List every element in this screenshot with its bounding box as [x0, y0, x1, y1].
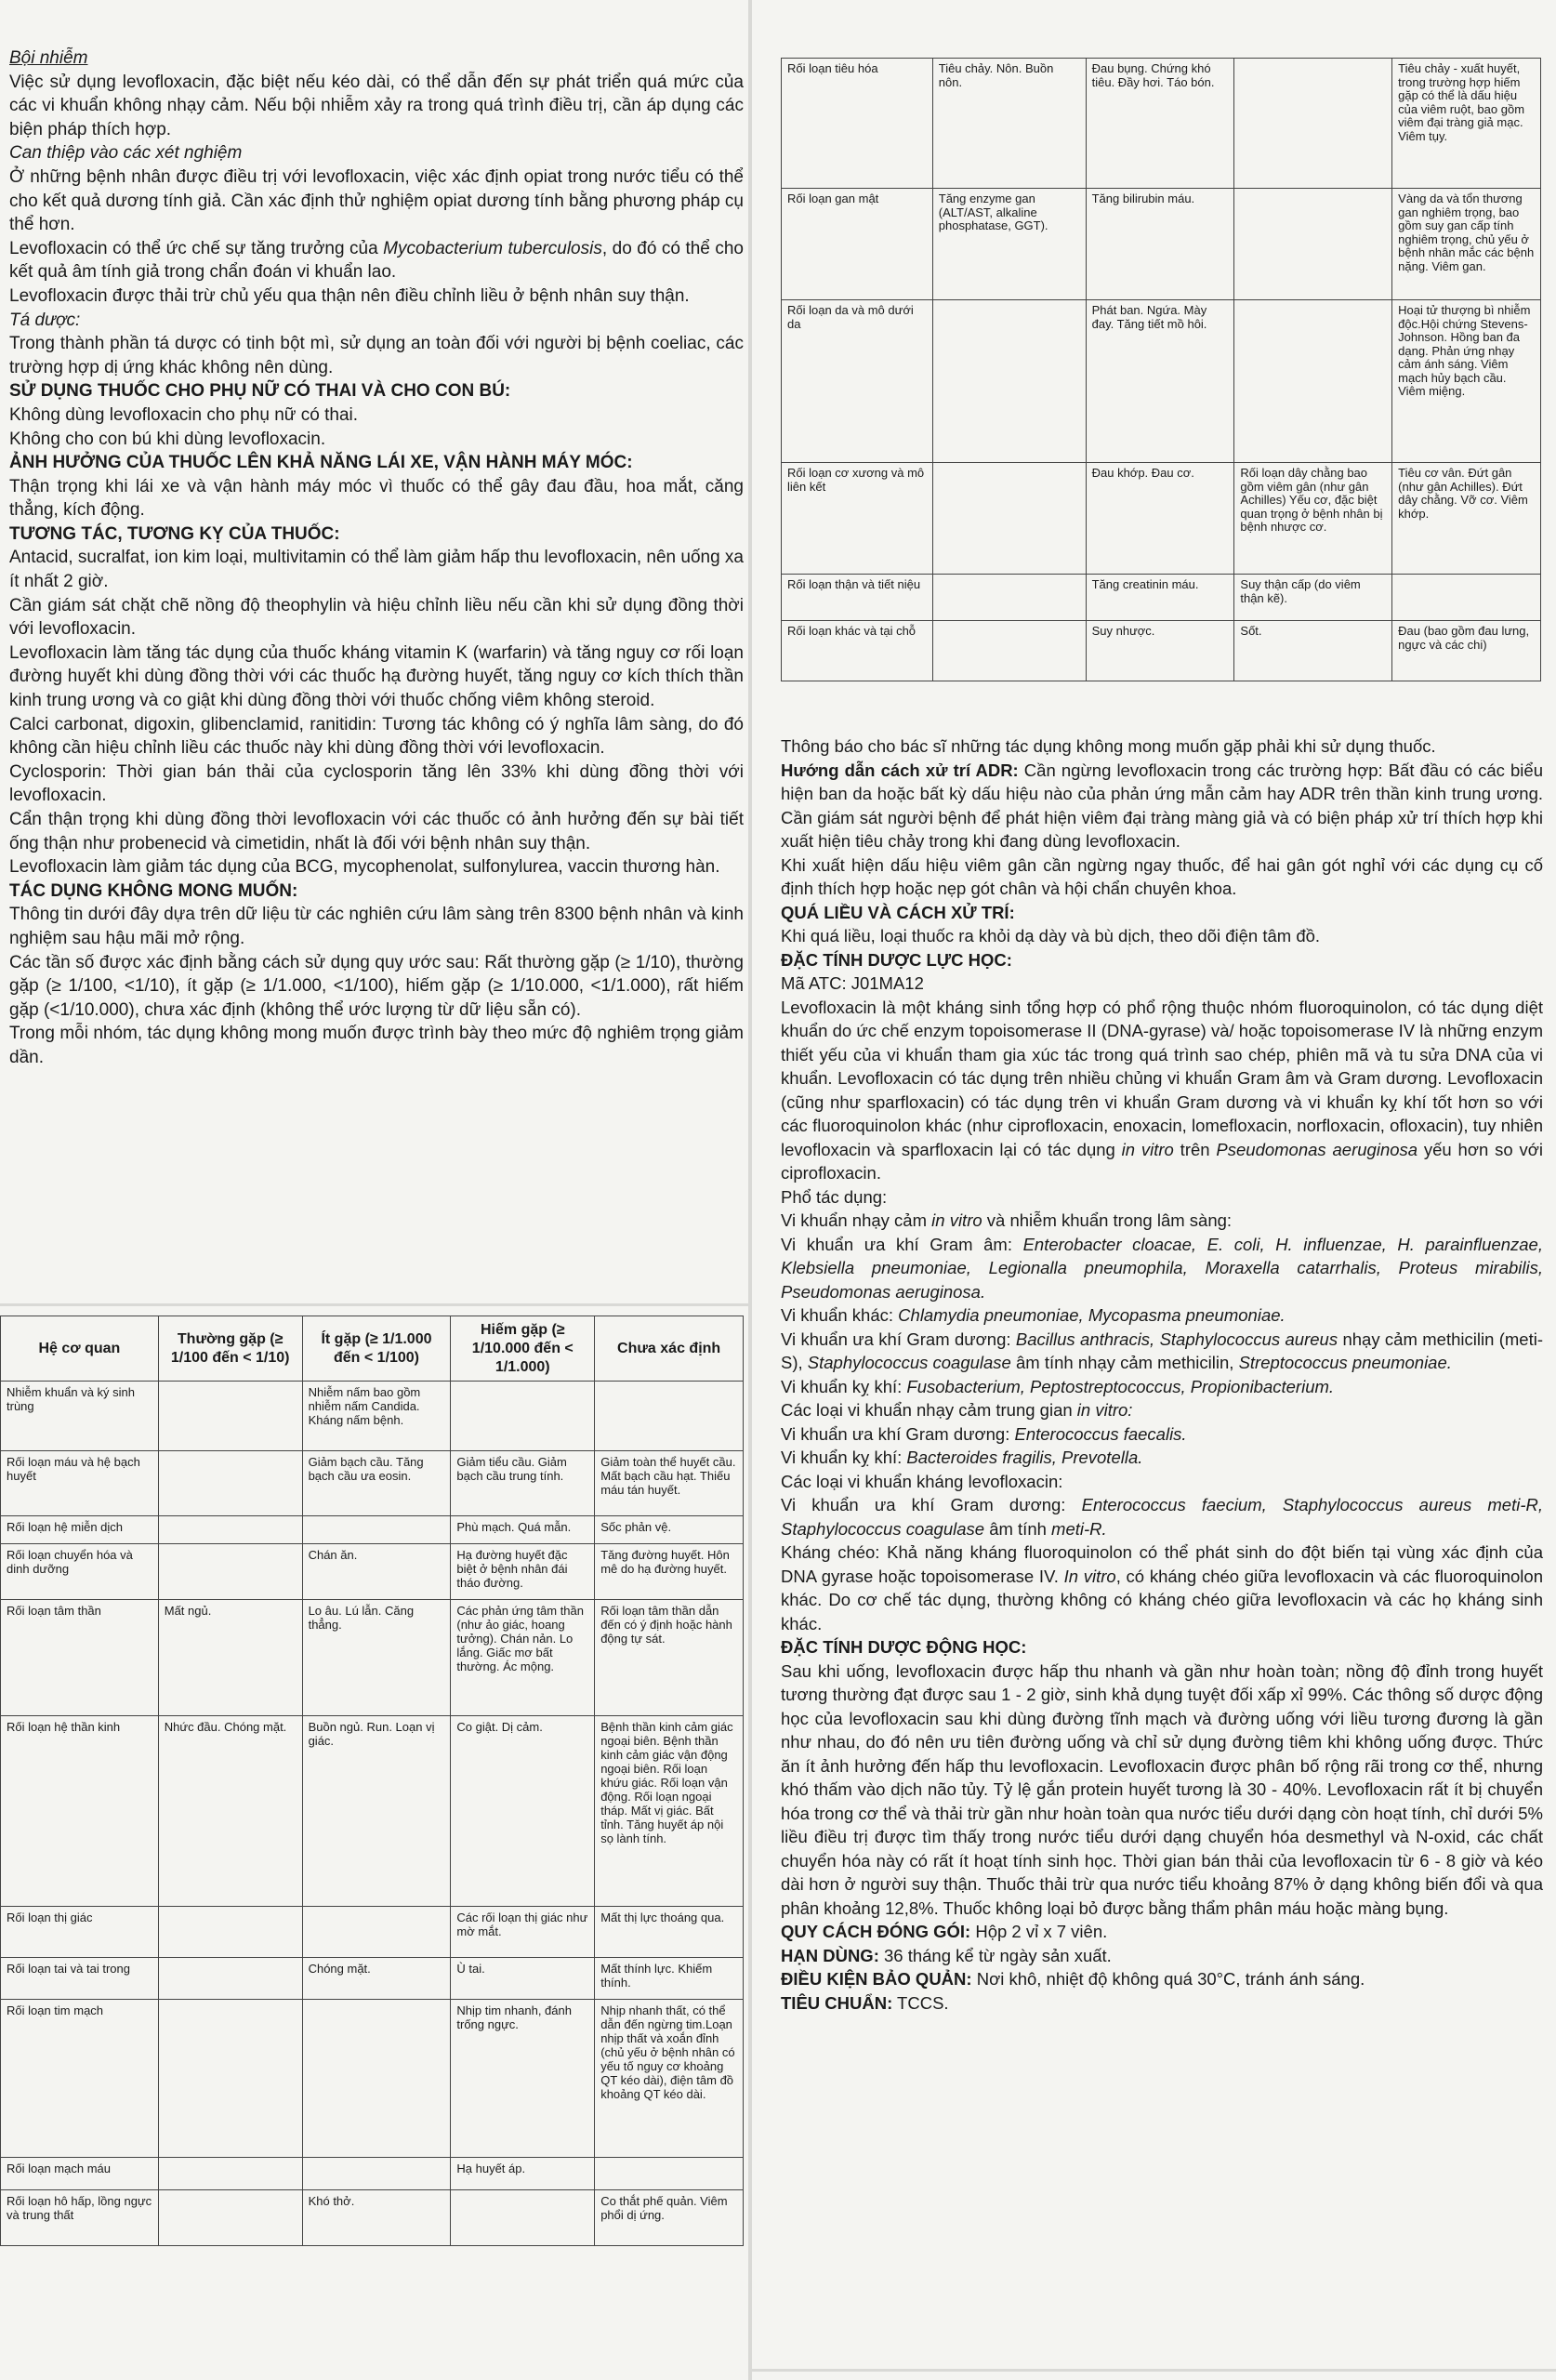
- table-row: [782, 189, 1541, 300]
- text: Hộp 2 vỉ x 7 viên.: [970, 1922, 1108, 1941]
- table-row: [1, 1907, 744, 1958]
- paragraph: [781, 759, 1543, 853]
- frequency-cell: [158, 2190, 302, 2246]
- table-header: Ít gặp (≥ 1/1.000 đến < 1/100): [302, 1316, 451, 1382]
- paragraph: [781, 1398, 1543, 1422]
- frequency-cell: [451, 1382, 595, 1451]
- frequency-cell: Buồn ngủ. Run. Loạn vị giác.: [302, 1716, 451, 1907]
- organ-system-cell: Rối loạn máu và hệ bạch huyết: [1, 1451, 159, 1516]
- frequency-cell: Phù mạch. Quá mẫn.: [451, 1516, 595, 1544]
- table-row: [1, 1958, 744, 2000]
- paragraph: [781, 1209, 1543, 1233]
- organ-system-cell: Nhiễm khuẩn và ký sinh trùng: [1, 1382, 159, 1451]
- organ-system-cell: Rối loạn hệ thần kinh: [1, 1716, 159, 1907]
- text: trên: [1173, 1139, 1217, 1159]
- frequency-cell: Hạ đường huyết đặc biệt ở bệnh nhân đái tháo đường.: [451, 1544, 595, 1600]
- text: Vi khuẩn ưa khí Gram dương:: [781, 1423, 1015, 1444]
- text: in vitro: [931, 1210, 982, 1230]
- paragraph: [781, 1422, 1543, 1447]
- frequency-cell: Hạ huyết áp.: [451, 2158, 595, 2190]
- text: âm tính nhạy cảm methicilin,: [1010, 1353, 1239, 1372]
- frequency-cell: Rối loạn dây chằng bao gồm viêm gân (như gân Achilles) Yếu cơ, đặc biệt quan trọng ở bệnh nhân bị bệnh nhược cơ.: [1234, 463, 1392, 575]
- paragraph: [781, 1493, 1543, 1540]
- paragraph: Trong mỗi nhóm, tác dụng không mong muốn được trình bày theo mức độ nghiêm trọng giảm dần.: [9, 1024, 744, 1067]
- paragraph: [781, 1540, 1543, 1635]
- heading-pregnancy: SỬ DỤNG THUỐC CHO PHỤ NỮ CÓ THAI VÀ CHO CON BÚ:: [9, 381, 511, 402]
- fold-line: [0, 1303, 748, 1306]
- organ-system-cell: Rối loạn gan mật: [782, 189, 933, 300]
- label: ĐIỀU KIỆN BẢO QUẢN:: [781, 1969, 972, 1989]
- frequency-cell: Các rối loạn thị giác như mờ mắt.: [451, 1907, 595, 1958]
- frequency-cell: Nhức đầu. Chóng mặt.: [158, 1716, 302, 1907]
- text: Vi khuẩn khác:: [781, 1305, 899, 1325]
- paragraph: [781, 1944, 1543, 1968]
- text: Các loại vi khuẩn nhạy cảm trung gian: [781, 1400, 1077, 1420]
- paragraph: Thận trọng khi lái xe và vận hành máy móc vì thuốc có thể gây đau đầu, hoa mắt, căng thẳng, kích động.: [9, 476, 744, 521]
- paragraph: Trong thành phần tá dược có tinh bột mì, sử dụng an toàn đối với người bị bệnh coeliac, các trường hợp dị ứng khác không nên dùng.: [9, 334, 744, 377]
- frequency-cell: [158, 1958, 302, 2000]
- frequency-cell: Lo âu. Lú lẫn. Căng thẳng.: [302, 1600, 451, 1716]
- frequency-cell: Bệnh thần kinh cảm giác ngoại biên. Bệnh thần kinh cảm giác vận động ngoại biên. Rối loạn khứu giác. Rối loạn vận động. Rối loạn ngoại tháp. Mất vị giác. Bất tỉnh. Tăng huyết áp nội sọ lành tính.: [595, 1716, 744, 1907]
- frequency-cell: [595, 1382, 744, 1451]
- heading-interactions: TƯƠNG TÁC, TƯƠNG KỴ CỦA THUỐC:: [9, 523, 340, 544]
- organism-list: Bacteroides fragilis, Prevotella.: [906, 1448, 1143, 1467]
- paragraph: [9, 237, 744, 284]
- frequency-cell: [302, 1516, 451, 1544]
- text: in vitro:: [1076, 1400, 1133, 1420]
- frequency-cell: Tăng enzyme gan (ALT/AST, alkaline phosphatase, GGT).: [932, 189, 1086, 300]
- table-row: [1, 1600, 744, 1716]
- table-row: [1, 1451, 744, 1516]
- frequency-cell: Ù tai.: [451, 1958, 595, 2000]
- text: Vi khuẩn kỵ khí:: [781, 1376, 907, 1396]
- text: Vi khuẩn ưa khí Gram âm:: [781, 1234, 1023, 1254]
- frequency-cell: Suy thận cấp (do viêm thận kẽ).: [1234, 575, 1392, 621]
- right-column: [781, 734, 1543, 2015]
- paragraph: Khi quá liều, loại thuốc ra khỏi dạ dày và bù dịch, theo dõi điện tâm đồ.: [781, 926, 1321, 945]
- frequency-cell: [302, 2000, 451, 2158]
- organism-list: Bacillus anthracis, Staphylococcus aureus: [1015, 1329, 1338, 1349]
- table-row: [1, 2000, 744, 2158]
- text: 36 tháng kể từ ngày sản xuất.: [878, 1945, 1112, 1965]
- frequency-cell: Hoại tử thượng bì nhiễm độc.Hội chứng Stevens-Johnson. Hồng ban đa dạng. Phản ứng nhạy cảm ánh sáng. Viêm mạch hủy bạch cầu. Viêm miệng.: [1392, 300, 1541, 463]
- paragraph: Levofloxacin được thải trừ chủ yếu qua thận nên điều chỉnh liều ở bệnh nhân suy thận.: [9, 285, 690, 306]
- heading-pharmacokinetics: ĐẶC TÍNH DƯỢC ĐỘNG HỌC:: [781, 1637, 1027, 1657]
- table-row: [782, 621, 1541, 681]
- frequency-cell: Nhiễm nấm bao gồm nhiễm nấm Candida. Kháng nấm bệnh.: [302, 1382, 451, 1451]
- paragraph: Calci carbonat, digoxin, glibenclamid, ranitidin: Tương tác không có ý nghĩa lâm sàng, do đó không cần hiệu chỉnh liều các thuốc này khi dùng đồng thời với levofloxacin.: [9, 714, 744, 759]
- paragraph: [781, 1967, 1543, 1991]
- frequency-cell: Các phản ứng tâm thần (như ảo giác, hoang tưởng). Chán nản. Lo lắng. Giấc mơ bất thường. Ác mộng.: [451, 1600, 595, 1716]
- paragraph: Việc sử dụng levofloxacin, đặc biệt nếu kéo dài, có thể dẫn đến sự phát triển quá mức của các vi khuẩn không nhạy cảm. Nếu bội nhiễm xảy ra trong quá trình điều trị, cần áp dụng các biện pháp thích hợp.: [9, 72, 744, 139]
- paragraph: [781, 1920, 1543, 1944]
- organ-system-cell: Rối loạn tim mạch: [1, 2000, 159, 2158]
- frequency-cell: Giảm bạch cầu. Tăng bạch cầu ưa eosin.: [302, 1451, 451, 1516]
- organ-system-cell: Rối loạn cơ xương và mô liên kết: [782, 463, 933, 575]
- frequency-cell: Suy nhược.: [1086, 621, 1234, 681]
- frequency-cell: [1234, 189, 1392, 300]
- organ-system-cell: Rối loạn tâm thần: [1, 1600, 159, 1716]
- left-column: [9, 46, 744, 1070]
- frequency-cell: [932, 621, 1086, 681]
- paragraph: Khi xuất hiện dấu hiệu viêm gân cần ngừng ngay thuốc, để hai gân gót nghỉ với các dụng cụ cố định thích hợp hoặc nẹp gót chân và hội chẩn chuyên khoa.: [781, 854, 1543, 898]
- frequency-cell: [158, 1382, 302, 1451]
- table-row: [1, 2190, 744, 2246]
- frequency-cell: Tiêu cơ vân. Đứt gân (như gân Achilles). Đứt dây chằng. Vỡ cơ. Viêm khớp.: [1392, 463, 1541, 575]
- label: HẠN DÙNG:: [781, 1945, 879, 1965]
- frequency-cell: Đau bụng. Chứng khó tiêu. Đầy hơi. Táo bón.: [1086, 59, 1234, 189]
- text: , có kháng chéo giữa levofloxacin và các fluoroquinolon khác. Do cơ chế tác dụng, thường không có kháng chéo giữa levofloxacin và các họ kháng sinh khác.: [781, 1566, 1543, 1633]
- frequency-cell: Rối loạn tâm thần dẫn đến có ý định hoặc hành động tự sát.: [595, 1600, 744, 1716]
- frequency-cell: Chán ăn.: [302, 1544, 451, 1600]
- paragraph: Levofloxacin làm giảm tác dụng của BCG, mycophenolat, sulfonylurea, vaccin thương hàn.: [9, 857, 720, 878]
- text: TCCS.: [892, 1992, 949, 2013]
- table-row: [1, 1544, 744, 1600]
- adverse-effects-table: [0, 1316, 744, 2246]
- frequency-cell: Đau (bao gồm đau lưng, ngực và các chi): [1392, 621, 1541, 681]
- frequency-cell: Tăng creatinin máu.: [1086, 575, 1234, 621]
- paragraph: [781, 1991, 1543, 2016]
- adverse-effects-table-continued: [781, 58, 1541, 681]
- frequency-cell: [932, 575, 1086, 621]
- text: và nhiễm khuẩn trong lâm sàng:: [982, 1210, 1233, 1230]
- frequency-cell: Chóng mặt.: [302, 1958, 451, 2000]
- text: Vi khuẩn ưa khí Gram dương:: [781, 1495, 1082, 1514]
- paragraph: Levofloxacin làm tăng tác dụng của thuốc kháng vitamin K (warfarin) và tăng nguy cơ rối loạn đường huyết khi dùng đồng thời với các thuốc hạ đường huyết, tăng nguy cơ kích thích thần kinh trung ương và co giật khi dùng đồng thời với thuốc chống viêm không steroid.: [9, 642, 744, 711]
- frequency-cell: [158, 1544, 302, 1600]
- label: TIÊU CHUẨN:: [781, 1992, 893, 2013]
- frequency-cell: Sốc phản vệ.: [595, 1516, 744, 1544]
- organism-name: Streptococcus pneumoniae.: [1238, 1353, 1452, 1372]
- section-title: Can thiệp vào các xét nghiệm: [9, 143, 243, 164]
- text: In vitro: [1063, 1566, 1116, 1586]
- organ-system-cell: Rối loạn da và mô dưới da: [782, 300, 933, 463]
- organ-system-cell: Rối loạn thị giác: [1, 1907, 159, 1958]
- frequency-cell: Tiêu chảy - xuất huyết, trong trường hợp hiếm gặp có thể là dấu hiệu của viêm ruột, bao gồm viêm đại tràng giả mạc. Viêm tụy.: [1392, 59, 1541, 189]
- frequency-cell: Tăng bilirubin máu.: [1086, 189, 1234, 300]
- paragraph: [781, 1328, 1543, 1375]
- organ-system-cell: Rối loạn khác và tại chỗ: [782, 621, 933, 681]
- organism-list: Chlamydia pneumoniae, Mycopasma pneumoniae.: [898, 1305, 1286, 1325]
- table-header: Thường gặp (≥ 1/100 đến < 1/10): [158, 1316, 302, 1382]
- paragraph: Cần giám sát chặt chẽ nồng độ theophylin và hiệu chỉnh liều nếu cần khi sử dụng đồng thời với levofloxacin.: [9, 595, 744, 640]
- heading-adverse-effects: TÁC DỤNG KHÔNG MONG MUỐN:: [9, 880, 298, 901]
- frequency-cell: Đau khớp. Đau cơ.: [1086, 463, 1234, 575]
- table-header: Hiếm gặp (≥ 1/10.000 đến < 1/1.000): [451, 1316, 595, 1382]
- table-header: Hệ cơ quan: [1, 1316, 159, 1382]
- heading-driving: ẢNH HƯỞNG CỦA THUỐC LÊN KHẢ NĂNG LÁI XE, VẬN HÀNH MÁY MÓC:: [9, 453, 633, 473]
- table-header: Chưa xác định: [595, 1316, 744, 1382]
- frequency-cell: [932, 300, 1086, 463]
- text: in vitro: [1121, 1139, 1174, 1159]
- text: , do đó có thể cho kết quả âm tính giả trong chẩn đoán vi khuẩn lao.: [9, 238, 744, 283]
- paragraph: Không dùng levofloxacin cho phụ nữ có thai.: [9, 404, 359, 425]
- frequency-cell: [1234, 300, 1392, 463]
- paragraph: Các loại vi khuẩn kháng levofloxacin:: [781, 1471, 1063, 1491]
- heading-overdose: QUÁ LIỀU VÀ CÁCH XỬ TRÍ:: [781, 902, 1015, 922]
- organ-system-cell: Rối loạn hệ miễn dịch: [1, 1516, 159, 1544]
- frequency-cell: [302, 2158, 451, 2190]
- table-row: [1, 1516, 744, 1544]
- text: Vi khuẩn kỵ khí:: [781, 1448, 907, 1467]
- text: âm tính: [984, 1518, 1052, 1539]
- paragraph: [781, 996, 1543, 1185]
- organism-name: Pseudomonas aeruginosa: [1216, 1139, 1418, 1159]
- organism-name: Mycobacterium tuberculosis: [383, 238, 602, 258]
- frequency-cell: [158, 2158, 302, 2190]
- frequency-cell: Phát ban. Ngứa. Mày đay. Tăng tiết mồ hôi.: [1086, 300, 1234, 463]
- frequency-cell: [932, 463, 1086, 575]
- frequency-cell: [1234, 59, 1392, 189]
- organ-system-cell: Rối loạn thận và tiết niệu: [782, 575, 933, 621]
- frequency-cell: [158, 1907, 302, 1958]
- frequency-cell: [158, 1451, 302, 1516]
- paragraph: Thông báo cho bác sĩ những tác dụng không mong muốn gặp phải khi sử dụng thuốc.: [781, 736, 1436, 756]
- paragraph: Sau khi uống, levofloxacin được hấp thu nhanh và gần như hoàn toàn; nồng độ đỉnh trong huyết tương thường đạt được sau 1 - 2 giờ, sinh khả dụng tuyệt đối xấp xỉ 99%. Các thông số dược động học của levofloxacin sau khi dùng đường tĩnh mạch và đường uống với liều tương đương là gần như nhau, do đó nên ưu tiên đường uống và chỉ sử dụng đường tiêm khi không uống được. Thức ăn ít ảnh hưởng đến hấp thu levofloxacin. Levofloxacin được phân bố rộng rãi trong cơ thể, nhưng khó thấm vào dịch não tủy. Tỷ lệ gắn protein huyết tương là 30 - 40%. Levofloxacin rất ít bị chuyển hóa trong cơ thể và thải trừ gần như hoàn toàn qua nước tiểu dưới dạng còn hoạt tính, chỉ dưới 5% liều điều trị được tìm thấy trong nước tiểu dưới dạng chuyển hóa desmethyl và N-oxid, các chất chuyển hóa này có rất ít hoạt tính sinh học. Thời gian bán thải của levofloxacin từ 6 - 8 giờ và kéo dài hơn ở người suy thận. Thuốc thải trừ qua nước tiểu khoảng 87% ở dạng không biến đổi và qua phân khoảng 12,8%. Thuốc không loại bỏ được bằng thẩm phân máu hoặc màng bụng.: [781, 1660, 1543, 1918]
- text: Nơi khô, nhiệt độ không quá 30°C, tránh ánh sáng.: [971, 1969, 1365, 1989]
- frequency-cell: Sốt.: [1234, 621, 1392, 681]
- organism-list: Enterobacter cloacae, E. coli, H. influenzae, H. parainfluenzae, Klebsiella pneumoniae, Legionalla pneumophila, Moraxella catarrhalis, Proteus mirabilis, Pseudomonas aeruginosa.: [781, 1234, 1543, 1302]
- table-row: [782, 59, 1541, 189]
- frequency-cell: [1392, 575, 1541, 621]
- frequency-cell: [158, 2000, 302, 2158]
- section-title: Tá dược:: [9, 310, 81, 330]
- section-title: Bội nhiễm: [9, 48, 88, 68]
- organ-system-cell: Rối loạn mạch máu: [1, 2158, 159, 2190]
- paragraph: [781, 1233, 1543, 1304]
- frequency-cell: [302, 1907, 451, 1958]
- organ-system-cell: Rối loạn chuyển hóa và dinh dưỡng: [1, 1544, 159, 1600]
- text: Cần ngừng levofloxacin trong các trường hợp: Bất đầu có các biểu hiện ban da hoặc bất kỳ dấu hiệu nào của phản ứng mẫn cảm hay ADR trên thần kinh trung ương. Cần giám sát người bệnh để phát hiện viêm đại tràng màng giả và có biện pháp xử trí thích hợp khi xuất hiện tiêu chảy trong khi đang dùng levofloxacin.: [781, 760, 1543, 851]
- paragraph: Antacid, sucralfat, ion kim loại, multivitamin có thể làm giảm hấp thu levofloxacin, nên uống xa ít nhất 2 giờ.: [9, 548, 744, 592]
- text: yếu hơn so với ciprofloxacin.: [781, 1139, 1543, 1183]
- paragraph: Cyclosporin: Thời gian bán thải của cyclosporin tăng lên 33% khi dùng đồng thời với levofloxacin.: [9, 761, 744, 806]
- table-row: [782, 575, 1541, 621]
- heading-pharmacodynamics: ĐẶC TÍNH DƯỢC LỰC HỌC:: [781, 949, 1012, 970]
- paragraph: Ở những bệnh nhân được điều trị với levofloxacin, việc xác định opiat trong nước tiểu có thể cho kết quả dương tính giả. Cần xác định thử nghiệm opiat dương tính bằng phương pháp cụ thể hơn.: [9, 166, 744, 235]
- frequency-cell: Mất thị lực thoáng qua.: [595, 1907, 744, 1958]
- frequency-cell: Giảm toàn thể huyết cầu. Mất bạch cầu hạt. Thiếu máu tán huyết.: [595, 1451, 744, 1516]
- table-row: [1, 1382, 744, 1451]
- organism-list: Enterococcus faecium, Staphylococcus aureus meti-R, Staphylococcus coagulase: [781, 1495, 1543, 1539]
- organ-system-cell: Rối loạn hô hấp, lồng ngực và trung thất: [1, 2190, 159, 2246]
- text: nhạy cảm methicilin (meti-S),: [781, 1329, 1544, 1372]
- fold-line: [748, 2369, 1556, 2372]
- frequency-cell: Co thắt phế quản. Viêm phổi dị ứng.: [595, 2190, 744, 2246]
- paragraph: Mã ATC: J01MA12: [781, 973, 924, 993]
- paragraph: [781, 1303, 1543, 1328]
- frequency-cell: Nhịp nhanh thất, có thể dẫn đến ngừng tim.Loạn nhịp thất và xoắn đỉnh (chủ yếu ở bệnh nhân có yếu tố nguy cơ khoảng QT kéo dài), điện tâm đồ khoảng QT kéo dài.: [595, 2000, 744, 2158]
- organism-name: Enterococcus faecalis.: [1014, 1423, 1187, 1444]
- text: Kháng chéo: Khả năng kháng fluoroquinolon có thể phát sinh do đột biến tại vùng xác định của DNA gyrase hoặc topoisomerase IV.: [781, 1542, 1543, 1586]
- frequency-cell: [158, 1516, 302, 1544]
- organism-list: Fusobacterium, Peptostreptococcus, Propionibacterium.: [906, 1376, 1335, 1396]
- frequency-cell: Tăng đường huyết. Hôn mê do hạ đường huyết.: [595, 1544, 744, 1600]
- paragraph: Cẩn thận trọng khi dùng đồng thời levofloxacin với các thuốc có ảnh hưởng đến sự bài tiết ống thận như probenecid và cimetidin, nhất là đối với bệnh nhân suy thận.: [9, 810, 744, 853]
- paragraph: Phổ tác dụng:: [781, 1186, 888, 1207]
- table-row: [782, 463, 1541, 575]
- frequency-cell: [595, 2158, 744, 2190]
- frequency-cell: Co giật. Dị cảm.: [451, 1716, 595, 1907]
- paragraph: Thông tin dưới đây dựa trên dữ liệu từ các nghiên cứu lâm sàng trên 8300 bệnh nhân và kinh nghiệm sau hậu mãi mở rộng.: [9, 905, 744, 948]
- label: QUY CÁCH ĐÓNG GÓI:: [781, 1922, 971, 1941]
- paragraph: Các tần số được xác định bằng cách sử dụng quy ước sau: Rất thường gặp (≥ 1/10), thường gặp (≥ 1/100, <1/10), ít gặp (≥ 1/1.000, <1/100), hiếm gặp (≥ 1/10.000, <1/1.000), rất hiếm gặp (<1/10.000), chưa xác định (không thể ước lượng từ dữ liệu sẵn có).: [9, 952, 744, 1020]
- table-row: [782, 300, 1541, 463]
- text: Vi khuẩn nhạy cảm: [781, 1210, 932, 1230]
- table-row: [1, 1716, 744, 1907]
- text: Levofloxacin là một kháng sinh tổng hợp có phổ rộng thuộc nhóm fluoroquinolon, có tác dụng diệt khuẩn do ức chế enzym topoisomerase II (DNA-gyrase) và/ hoặc topoisomerase IV là những enzym thiết yếu của vi khuẩn tham gia xúc tác trong quá trình sao chép, phiên mã và tu sửa DNA của vi khuẩn. Levofloxacin có tác dụng trên nhiều chủng vi khuẩn Gram âm và Gram dương. Levofloxacin (cũng như sparfloxacin) có tác dụng trên vi khuẩn Gram dương và vi khuẩn kỵ khí tốt hơn so với các fluoroquinolon khác (như ciprofloxacin, enoxacin, lomefloxacin, norfloxacin, ofloxacin), tuy nhiên levofloxacin và sparfloxacin lại có tác dụng: [781, 997, 1543, 1159]
- fold-line: [748, 0, 752, 2380]
- paragraph: Không cho con bú khi dùng levofloxacin.: [9, 429, 326, 449]
- table-row: [1, 2158, 744, 2190]
- paragraph: [781, 1446, 1543, 1470]
- organism-name: Staphylococcus coagulase: [807, 1353, 1011, 1372]
- frequency-cell: Nhịp tim nhanh, đánh trống ngực.: [451, 2000, 595, 2158]
- text: Vi khuẩn ưa khí Gram dương:: [781, 1329, 1016, 1349]
- frequency-cell: Giảm tiểu cầu. Giảm bạch cầu trung tính.: [451, 1451, 595, 1516]
- frequency-cell: [451, 2190, 595, 2246]
- frequency-cell: Vàng da và tổn thương gan nghiêm trọng, bao gồm suy gan cấp tính nghiêm trọng, chủ yếu ở bệnh nhân mắc các bệnh nặng. Viêm gan.: [1392, 189, 1541, 300]
- text: Levofloxacin có thể ức chế sự tăng trưởng của: [9, 238, 384, 258]
- frequency-cell: Mất ngủ.: [158, 1600, 302, 1716]
- paragraph: [781, 1375, 1543, 1399]
- label: Hướng dẫn cách xử trí ADR:: [781, 760, 1019, 780]
- text: meti-R.: [1051, 1518, 1107, 1539]
- frequency-cell: Khó thở.: [302, 2190, 451, 2246]
- frequency-cell: Tiêu chảy. Nôn. Buồn nôn.: [932, 59, 1086, 189]
- organ-system-cell: Rối loạn tai và tai trong: [1, 1958, 159, 2000]
- organ-system-cell: Rối loạn tiêu hóa: [782, 59, 933, 189]
- frequency-cell: Mất thính lực. Khiếm thính.: [595, 1958, 744, 2000]
